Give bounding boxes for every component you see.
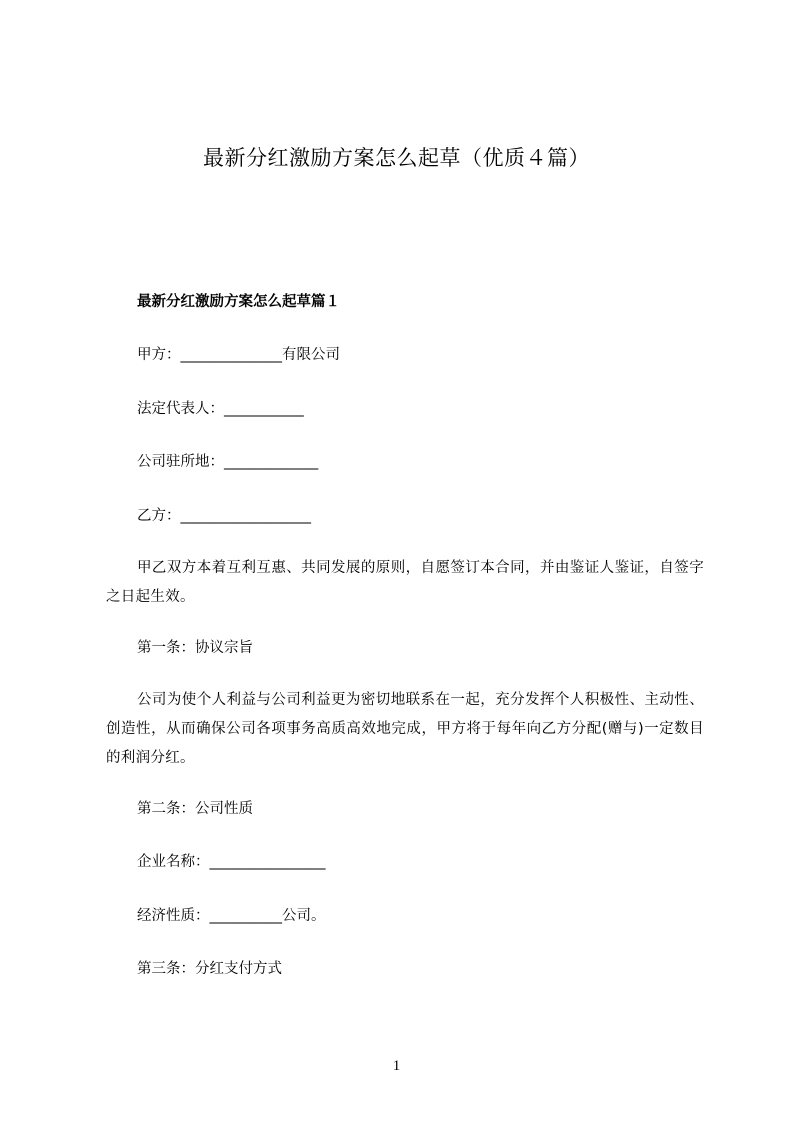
section-heading: 最新分红激励方案怎么起草篇１ <box>137 294 340 310</box>
article-2-title: 第二条：公司性质 <box>137 801 253 817</box>
legal-representative-line: 法定代表人：___________ <box>137 401 304 417</box>
preamble-paragraph: 甲乙双方本着互利互惠、共同发展的原则，自愿签订本合同，并由鉴证人鉴证，自签字之日起生效。 <box>106 560 704 605</box>
article-1-body: 公司为使个人利益与公司利益更为密切地联系在一起，充分发挥个人积极性、主动性、创造性，从而确保公司各项事务高质高效地完成，甲方将于每年向乙方分配(赠与)一定数目的利润分红。 <box>106 692 704 766</box>
article-1-title: 第一条：协议宗旨 <box>137 640 253 656</box>
economic-nature-line: 经济性质：__________公司。 <box>137 908 326 924</box>
article-3-title: 第三条：分红支付方式 <box>137 961 282 977</box>
document-title: 最新分红激励方案怎么起草（优质４篇） <box>203 146 590 170</box>
page-number: 1 <box>392 1058 401 1074</box>
party-a-line: 甲方：______________有限公司 <box>137 347 340 363</box>
company-name-line: 企业名称：________________ <box>137 854 326 870</box>
party-b-line: 乙方：__________________ <box>137 508 311 524</box>
company-address-line: 公司驻所地：_____________ <box>137 454 319 470</box>
